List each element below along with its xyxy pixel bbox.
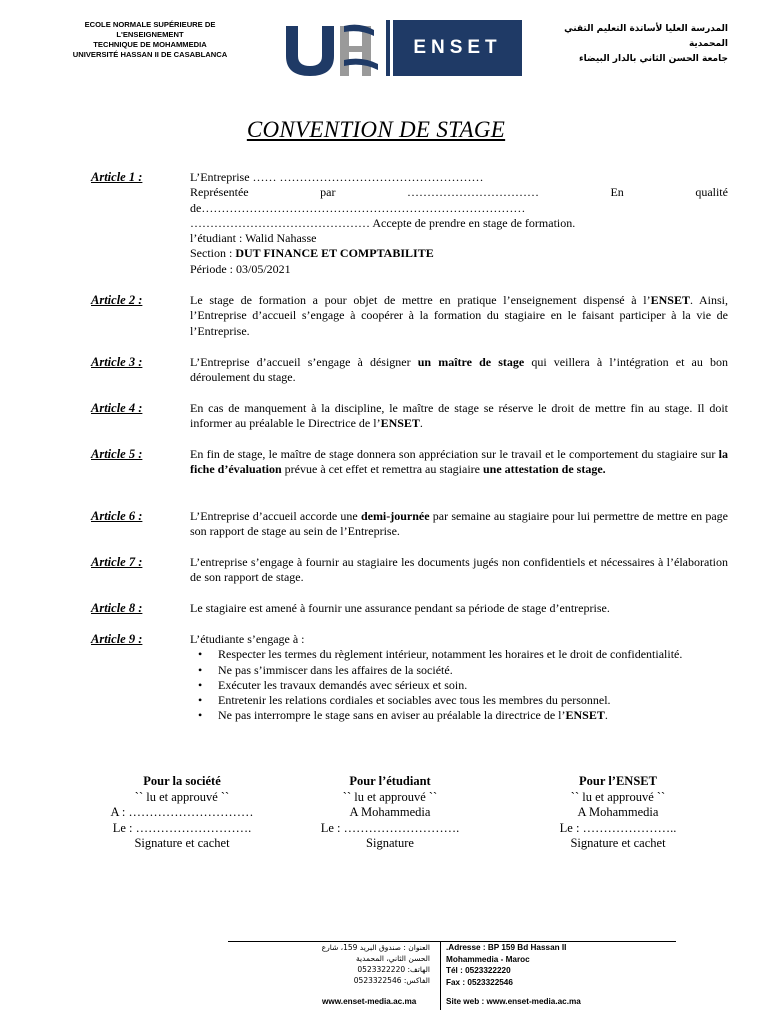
place-field: A Mohammedia — [577, 805, 659, 819]
date-field: Le : ………………………. — [320, 820, 460, 835]
article-7-label: Article 7 : — [91, 555, 143, 569]
list-item: • Entretenir les relations cordiales et sociables avec tous les membres du personnel. — [190, 693, 728, 708]
enset-logo: ENSET — [393, 20, 522, 76]
article-3-text: L’Entreprise d’accueil s’engage à désigner — [190, 355, 418, 369]
section-value: DUT FINANCE ET COMPTABILITE — [235, 246, 434, 261]
document-title: CONVENTION DE STAGE — [246, 117, 506, 142]
article-3-body — [190, 355, 728, 386]
article-2-label: Article 2 : — [91, 293, 143, 307]
list-item — [190, 708, 728, 723]
date-field: Le : ………………….. — [559, 820, 677, 835]
list-item: • Ne pas s’immiscer dans les affaires de la société. — [190, 663, 728, 678]
obligations-list — [190, 647, 728, 723]
footer-line-fr: Tél : 0523322220 — [446, 966, 511, 976]
article-8-body — [190, 601, 728, 616]
footer-website-link[interactable]: www.enset-media.ac.ma — [322, 997, 417, 1006]
article-4-body — [190, 401, 728, 432]
list-item-text: Ne pas interrompre le stage sans en aviser au préalable la directrice de l’ — [218, 708, 566, 723]
article-2-bold: ENSET — [650, 293, 690, 307]
article-5-text-mid: prévue à cet effet et remettra au stagiaire — [281, 462, 483, 477]
article-7-body — [190, 555, 728, 586]
signature-label: Signature et cachet — [570, 836, 666, 850]
institution-line-ar: جامعة الحسن الثاني بالدار البيضاء — [579, 54, 728, 64]
article-6-bold: demi-journée — [360, 509, 430, 523]
approved-mention: `` lu et approuvé `` — [342, 789, 438, 804]
signature-heading: Pour l’ENSET — [579, 774, 657, 788]
section-label: Section : — [190, 246, 236, 261]
institution-line-ar: المحمدية — [688, 39, 728, 49]
place-field: A : ………………………… — [110, 805, 254, 819]
article-2-text-end: . Ainsi, l’Entreprise d’accueil s’engage à coopérer à la formation du stagiaire en le faisant participer à la vie de l’Entreprise. — [190, 293, 729, 338]
institution-line: TECHNIQUE DE MOHAMMEDIA — [93, 40, 207, 49]
article-5-bold: la fiche d’évaluation — [190, 447, 728, 477]
footer-line-ar: الهاتف: 0523322220 — [357, 965, 430, 974]
section-line — [190, 246, 728, 261]
footer-separator — [440, 942, 441, 1010]
article-5-body — [190, 447, 728, 478]
represented-word: Représentée — [190, 185, 249, 200]
article-5-text: En fin de stage, le maître de stage donnera son appréciation sur le travail et le comportement du stagiaire sur — [190, 447, 719, 461]
approved-mention: `` lu et approuvé `` — [570, 789, 666, 804]
institution-line: ECOLE NORMALE SUPÉRIEURE DE — [84, 20, 216, 29]
article-4-label: Article 4 : — [91, 401, 143, 415]
student-line: l’étudiant : Walid Nahasse — [190, 231, 317, 246]
represented-dots: …………………………… — [406, 185, 539, 200]
signature-block-student — [280, 774, 500, 852]
article-8-label: Article 8 : — [91, 601, 143, 615]
footer-line-fr: Fax : 0523322546 — [446, 977, 513, 987]
institution-line-ar: المدرسة العليا لأساتذة التعليم التقني — [564, 24, 728, 34]
article-3-text-end: qui veillera à l’intégration et au bon déroulement du stage. — [190, 355, 728, 385]
footer-website-link-labeled[interactable]: Site web : www.enset-media.ac.ma — [446, 997, 581, 1006]
article-3-bold: un maître de stage — [417, 355, 525, 369]
article-4-bold: ENSET — [380, 416, 420, 431]
par-word: par — [320, 185, 336, 200]
list-item: • Respecter les termes du règlement intérieur, notamment les horaires et le droit de confidentialité. — [190, 647, 728, 662]
institution-name-ar — [548, 22, 728, 67]
article-4-text: En cas de manquement à la discipline, le maître de stage se réserve le droit de mettre fin au stage. Il doit informer au préalable le Directrice de l’ — [190, 401, 728, 431]
footer-address-fr — [446, 942, 646, 988]
signature-heading: Pour la société — [143, 774, 221, 788]
article-6-label: Article 6 : — [91, 509, 143, 523]
article-6-text: L’Entreprise d’accueil accorde une — [190, 509, 361, 523]
en-word: En — [610, 185, 624, 200]
footer-line-ar: العنوان : صندوق البريد 159، شارع — [321, 943, 430, 952]
university-logo-icon — [282, 22, 382, 78]
quality-line: de……………………………………………………………………… — [190, 200, 526, 215]
article-5-label: Article 5 : — [91, 447, 143, 461]
list-item: • Exécuter les travaux demandés avec sérieux et soin. — [190, 678, 728, 693]
approved-mention: `` lu et approuvé `` — [134, 789, 230, 804]
article-2-body — [190, 293, 728, 339]
place-field: A Mohammedia — [349, 805, 431, 819]
institution-name-fr — [50, 20, 250, 60]
footer-line-ar: الحسن الثاني، المحمدية — [356, 954, 430, 963]
represented-line — [190, 185, 728, 200]
article-1-body — [190, 170, 728, 277]
footer-line-fr: .Adresse : BP 159 Bd Hassan II — [446, 943, 567, 952]
logo-separator — [386, 20, 390, 76]
signature-label: Signature — [366, 836, 414, 850]
qualite-word: qualité — [695, 185, 728, 200]
article-3-label: Article 3 : — [91, 355, 143, 369]
article-2-text: Le stage de formation a pour objet de mettre en pratique l’enseignement dispensé à l’ — [190, 293, 651, 307]
list-item-bold: ENSET — [565, 708, 605, 723]
article-9-body — [190, 632, 728, 724]
accept-line: ……………………………………… Accepte de prendre en stage de formation. — [190, 215, 576, 230]
institution-line: L'ENSEIGNEMENT — [116, 30, 184, 39]
article-8-text: Le stagiaire est amené à fournir une assurance pendant sa période de stage d’entreprise. — [190, 601, 610, 615]
footer-address-ar — [300, 942, 430, 986]
signature-label: Signature et cachet — [134, 836, 230, 850]
article-4-text-end: . — [419, 416, 423, 431]
period-line: Période : 03/05/2021 — [190, 261, 291, 276]
footer-line-ar: الفاكس: 0523322546 — [353, 976, 430, 985]
article-7-text: L’entreprise s’engage à fournir au stagiaire les documents jugés non confidentiels et nécessaires à l’élaboration de son rapport de stage. — [190, 555, 728, 585]
article-6-body — [190, 509, 728, 540]
list-item-end: . — [604, 708, 608, 723]
article-5-bold-2: une attestation de stage. — [483, 462, 606, 477]
enterprise-line: L’Entreprise …… …………………………………………… — [190, 170, 484, 184]
article-6-text-end: par semaine au stagiaire pour lui permettre de mettre en page son rapport de stage au sein de l’Entreprise. — [190, 509, 728, 539]
institution-line: UNIVERSITÉ HASSAN II DE CASABLANCA — [72, 50, 228, 59]
article-9-label: Article 9 : — [91, 632, 143, 646]
article-9-intro: L’étudiante s’engage à : — [190, 632, 305, 646]
signature-block-enset — [508, 774, 728, 852]
footer-line-fr: Mohammedia - Maroc — [446, 954, 530, 964]
date-field: Le : ………………………. — [112, 820, 252, 835]
article-1-label: Article 1 : — [91, 170, 143, 184]
signature-block-company — [72, 774, 292, 852]
signature-heading: Pour l’étudiant — [349, 774, 431, 788]
